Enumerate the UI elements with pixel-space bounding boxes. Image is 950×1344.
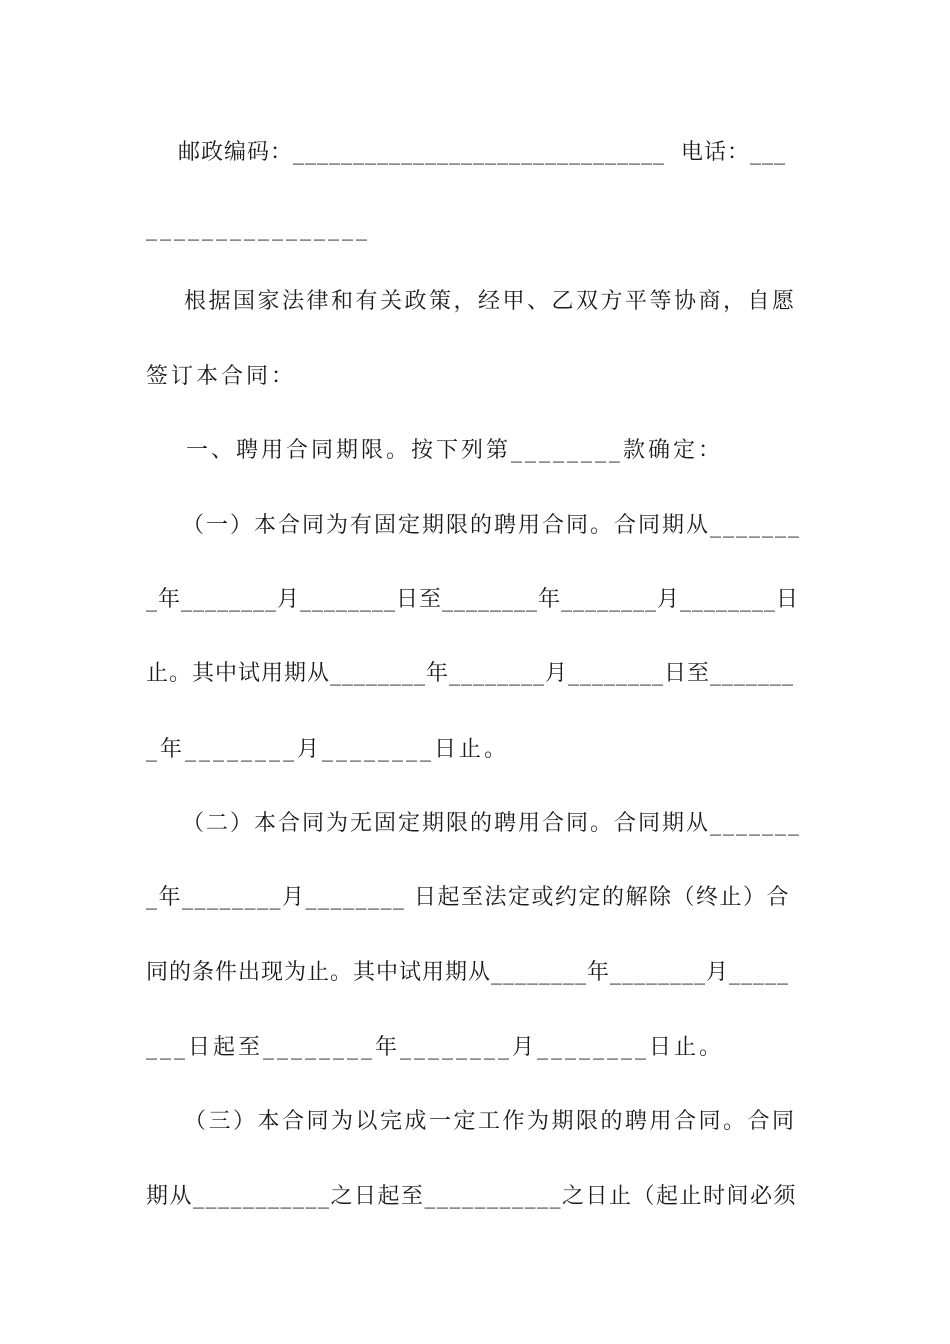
preamble-line-1: 根据国家法律和有关政策，经甲、乙双方平等协商，自愿 [146, 289, 797, 314]
postal-phone-line: 邮政编码：_______________________________ 电话：___ [146, 140, 786, 165]
clause-1-3-line-1: （三）本合同为以完成一定工作为期限的聘用合同。合同 [146, 1109, 797, 1134]
clause-1-2-line-3: 同的条件出现为止。其中试用期从________年________月_____ [146, 960, 790, 985]
clause-1-1-line-1: （一）本合同为有固定期限的聘用合同。合同期从_______ [146, 513, 801, 538]
clause-1-2-line-1: （二）本合同为无固定期限的聘用合同。合同期从_______ [146, 811, 801, 836]
clause-1-heading: 一、聘用合同期限。按下列第________款确定： [146, 438, 723, 463]
clause-1-1-line-3: 止。其中试用期从________年________月________日至_______ [146, 661, 795, 686]
clause-1-3-line-2: 期从___________之日起至___________之日止（起止时间必须 [146, 1184, 798, 1209]
phone-continuation-line: ________________ [146, 216, 370, 241]
preamble-line-2: 签订本合同： [146, 364, 297, 389]
clause-1-2-line-4: ___日起至________年________月________日止。 [146, 1035, 725, 1060]
clause-1-2-line-2: _年________月________ 日起至法定或约定的解除（终止）合 [146, 885, 790, 910]
clause-1-1-line-2: _年________月________日至________年________月________日 [146, 587, 800, 612]
clause-1-1-line-4: _年________月________日止。 [146, 737, 510, 762]
